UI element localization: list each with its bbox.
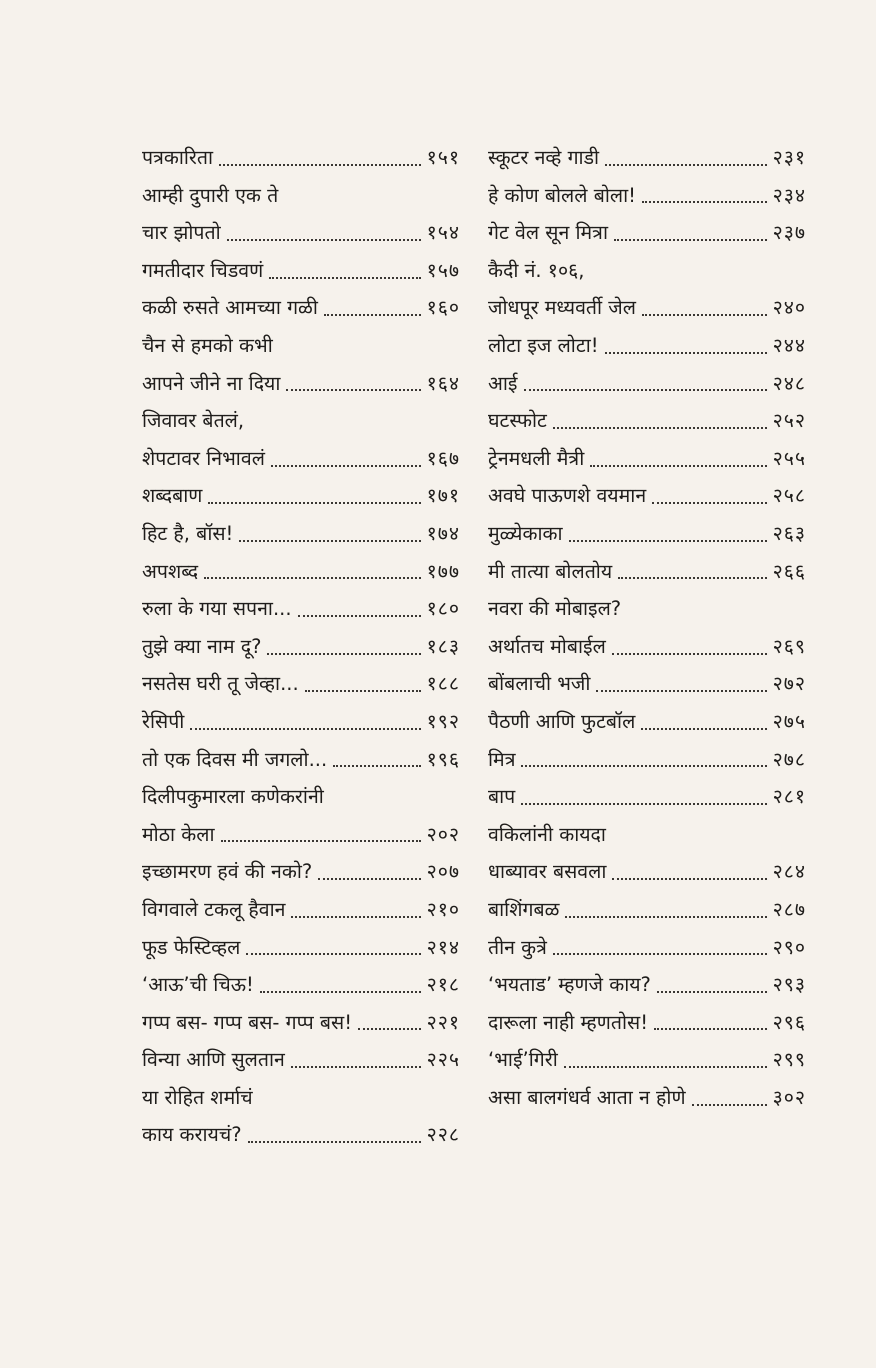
dot-leader — [524, 389, 767, 391]
toc-entry-title: नवरा की मोबाइल? — [488, 597, 622, 621]
toc-entry-page-number: १७१ — [426, 484, 460, 508]
toc-entry-page-number: २४४ — [772, 334, 806, 358]
toc-entry-page-number: २३७ — [772, 221, 806, 245]
toc-entry — [488, 402, 806, 440]
toc-entry-title: शब्दबाण — [142, 484, 203, 508]
dot-leader — [246, 953, 420, 955]
toc-entry-page-number: २५८ — [772, 484, 806, 508]
toc-entry — [142, 1041, 460, 1079]
toc-entry-page-number: २९६ — [772, 1010, 806, 1034]
toc-entry-title: तीन कुत्रे — [488, 935, 547, 959]
toc-entry-page-number: २७८ — [772, 747, 806, 771]
toc-entry-page-number: १८० — [426, 597, 460, 621]
toc-entry-page-number: २८४ — [772, 860, 806, 884]
toc-entry-title: रुला के गया सपना... — [142, 597, 292, 621]
toc-entry — [488, 289, 806, 327]
toc-entry-page-number: २९० — [772, 935, 806, 959]
toc-entry — [142, 252, 460, 290]
toc-entry-title: कैदी नं. १०६, — [488, 258, 585, 282]
toc-entry-page-number: २४८ — [772, 371, 806, 395]
toc-entry — [142, 590, 460, 628]
toc-entry-title: मी तात्या बोलतोय — [488, 559, 613, 583]
toc-entry — [488, 1041, 806, 1079]
toc-entry — [142, 553, 460, 591]
dot-leader — [612, 878, 766, 880]
toc-entry-page-number: १७४ — [426, 521, 460, 545]
toc-entry-title: विन्या आणि सुलतान — [142, 1048, 285, 1072]
toc-entry-page-number: २३१ — [772, 146, 806, 170]
dot-leader — [333, 765, 420, 767]
toc-entry — [142, 778, 460, 816]
toc-entry — [488, 1079, 806, 1117]
toc-entry-title: तो एक दिवस मी जगलो... — [142, 747, 328, 771]
dot-leader — [248, 1141, 421, 1143]
toc-entry-page-number: २८७ — [772, 897, 806, 921]
dot-leader — [553, 953, 767, 955]
dot-leader — [291, 1066, 421, 1068]
toc-entry-title: दिलीपकुमारला कणेकरांनी — [142, 785, 324, 809]
toc-entry — [488, 553, 806, 591]
toc-entry-title: लोटा इज लोटा! — [488, 334, 599, 358]
toc-entry-title: या रोहित शर्माचं — [142, 1085, 253, 1109]
dot-leader — [642, 314, 767, 316]
toc-entry-page-number: १५१ — [426, 146, 460, 170]
toc-entry-page-number: २६३ — [772, 521, 806, 545]
toc-entry-page-number: १५४ — [426, 221, 460, 245]
dot-leader — [358, 1028, 421, 1030]
toc-entry-page-number: २२१ — [426, 1010, 460, 1034]
toc-entry-title: ‘भयताड’ म्हणजे काय? — [488, 973, 651, 997]
toc-entry-title: मोठा केला — [142, 822, 215, 846]
toc-entry-title: रेसिपी — [142, 709, 185, 733]
toc-entry — [488, 928, 806, 966]
dot-leader — [298, 615, 421, 617]
toc-entry-page-number: १९२ — [426, 709, 460, 733]
toc-entry — [488, 477, 806, 515]
toc-entry — [488, 816, 806, 854]
toc-entry-page-number: २०७ — [426, 860, 460, 884]
toc-entry — [488, 252, 806, 290]
toc-entry-title: मुळ्येकाका — [488, 521, 563, 545]
toc-entry-title: पैठणी आणि फुटबॉल — [488, 709, 636, 733]
toc-entry — [142, 703, 460, 741]
toc-entry-page-number: २१० — [426, 897, 460, 921]
toc-entry — [488, 628, 806, 666]
toc-entry-title: मित्र — [488, 747, 516, 771]
toc-entry — [488, 703, 806, 741]
dot-leader — [565, 916, 766, 918]
toc-entry-page-number: २५५ — [772, 446, 806, 470]
toc-entry-title: आई — [488, 371, 518, 395]
toc-entry-title: चार झोपतो — [142, 221, 221, 245]
toc-entry-page-number: ३०२ — [772, 1085, 806, 1109]
toc-entry — [142, 1116, 460, 1154]
toc-entry — [488, 515, 806, 553]
dot-leader — [654, 1028, 767, 1030]
dot-leader — [618, 577, 766, 579]
toc-entry-page-number: १८३ — [426, 634, 460, 658]
toc-entry-page-number: २१८ — [426, 973, 460, 997]
toc-entry-title: विगवाले टकलू हैवान — [142, 897, 286, 921]
toc-entry — [142, 891, 460, 929]
toc-entry — [142, 741, 460, 779]
dot-leader — [612, 653, 767, 655]
toc-entry — [142, 177, 460, 215]
toc-entry — [488, 214, 806, 252]
dot-leader — [614, 239, 767, 241]
toc-entry-title: ‘भाई’गिरी — [488, 1048, 558, 1072]
dot-leader — [269, 277, 420, 279]
toc-entry-title: हे कोण बोलले बोला! — [488, 183, 636, 207]
toc-entry-title: गप्प बस- गप्प बस- गप्प बस! — [142, 1010, 353, 1034]
toc-entry-page-number: २६६ — [772, 559, 806, 583]
dot-leader — [267, 653, 420, 655]
toc-entry-title: ट्रेनमधली मैत्री — [488, 446, 585, 470]
toc-entry-title: अपशब्द — [142, 559, 199, 583]
toc-entry-title: काय करायचं? — [142, 1123, 242, 1147]
toc-entry-page-number: १७७ — [426, 559, 460, 583]
toc-entry — [142, 289, 460, 327]
toc-entry — [488, 177, 806, 215]
toc-entry-page-number: २१४ — [426, 935, 460, 959]
toc-entry-title: नसतेस घरी तू जेव्हा... — [142, 672, 299, 696]
toc-entry — [142, 327, 460, 365]
toc-entry-title: अर्थातच मोबाईल — [488, 634, 606, 658]
toc-entry-title: धाब्यावर बसवला — [488, 860, 607, 884]
toc-entry — [142, 139, 460, 177]
toc-entry-page-number: २९३ — [772, 973, 806, 997]
toc-entry-title: फूड फेस्टिव्हल — [142, 935, 241, 959]
toc-entry-title: ‘आऊ’ची चिऊ! — [142, 973, 254, 997]
toc-entry — [488, 741, 806, 779]
dot-leader — [553, 427, 767, 429]
toc-entry-page-number: २४० — [772, 296, 806, 320]
toc-entry — [488, 1004, 806, 1042]
toc-entry-title: गमतीदार चिडवणं — [142, 258, 264, 282]
toc-entry-title: हिट है, बॉस! — [142, 521, 234, 545]
toc-entry-title: चैन से हमको कभी — [142, 334, 273, 358]
toc-entry-page-number: २७५ — [772, 709, 806, 733]
toc-entry-title: बाशिंगबळ — [488, 897, 560, 921]
toc-entry-page-number: २६९ — [772, 634, 806, 658]
toc-entry — [488, 365, 806, 403]
dot-leader — [190, 728, 420, 730]
dot-leader — [642, 201, 767, 203]
dot-leader — [221, 840, 421, 842]
dot-leader — [239, 540, 420, 542]
toc-entry-page-number: २३४ — [772, 183, 806, 207]
toc-entry-title: आपने जीने ना दिया — [142, 371, 281, 395]
dot-leader — [324, 314, 421, 316]
toc-entry — [488, 590, 806, 628]
toc-entry-title: तुझे क्या नाम दू? — [142, 634, 262, 658]
dot-leader — [291, 916, 420, 918]
toc-entry — [142, 966, 460, 1004]
toc-entry-page-number: १९६ — [426, 747, 460, 771]
toc-entry — [488, 966, 806, 1004]
toc-entry-page-number: १८८ — [426, 672, 460, 696]
toc-entry — [142, 440, 460, 478]
toc-entry-title: पत्रकारिता — [142, 146, 214, 170]
dot-leader — [219, 164, 421, 166]
toc-entry — [488, 327, 806, 365]
toc-entry-title: गेट वेल सून मित्रा — [488, 221, 608, 245]
dot-leader — [596, 690, 766, 692]
toc-entry-title: स्कूटर नव्हे गाडी — [488, 146, 600, 170]
toc-column-left — [142, 139, 460, 1154]
dot-leader — [271, 465, 421, 467]
toc-entry-title: शेपटावर निभावलं — [142, 446, 265, 470]
toc-entry — [142, 214, 460, 252]
toc-entry-page-number: २९९ — [772, 1048, 806, 1072]
toc-entry — [488, 778, 806, 816]
toc-entry-title: अवघे पाऊणशे वयमान — [488, 484, 647, 508]
toc-entry-title: वकिलांनी कायदा — [488, 822, 606, 846]
dot-leader — [569, 540, 767, 542]
toc-entry-title: दारूला नाही म्हणतोस! — [488, 1010, 649, 1034]
toc-entry — [488, 891, 806, 929]
toc-entry-page-number: १६० — [426, 296, 460, 320]
toc-column-right — [488, 139, 806, 1116]
toc-entry-page-number: १५७ — [426, 258, 460, 282]
toc-entry-title: असा बालगंधर्व आता न होणे — [488, 1085, 686, 1109]
toc-entry — [488, 440, 806, 478]
toc-entry — [142, 365, 460, 403]
toc-entry-page-number: २०२ — [426, 822, 460, 846]
toc-entry — [488, 665, 806, 703]
toc-entry — [142, 816, 460, 854]
dot-leader — [564, 1066, 767, 1068]
dot-leader — [286, 389, 420, 391]
toc-entry-title: जोधपूर मध्यवर्ती जेल — [488, 296, 636, 320]
toc-entry-page-number: २५२ — [772, 409, 806, 433]
dot-leader — [605, 164, 766, 166]
dot-leader — [521, 765, 766, 767]
toc-entry-page-number: २२५ — [426, 1048, 460, 1072]
toc-entry — [142, 402, 460, 440]
toc-entry-title: बोंबलाची भजी — [488, 672, 591, 696]
toc-entry — [488, 853, 806, 891]
toc-entry-title: आम्ही दुपारी एक ते — [142, 183, 279, 207]
dot-leader — [590, 465, 766, 467]
dot-leader — [641, 728, 766, 730]
toc-entry — [142, 853, 460, 891]
dot-leader — [208, 502, 420, 504]
toc-entry-page-number: १६७ — [426, 446, 460, 470]
toc-entry — [142, 665, 460, 703]
dot-leader — [605, 352, 767, 354]
dot-leader — [305, 690, 421, 692]
dot-leader — [692, 1104, 767, 1106]
toc-entry-title: जिवावर बेतलं, — [142, 409, 245, 433]
toc-entry — [142, 515, 460, 553]
dot-leader — [652, 502, 766, 504]
dot-leader — [657, 991, 767, 993]
dot-leader — [260, 991, 421, 993]
toc-entry-page-number: १६४ — [426, 371, 460, 395]
toc-entry-title: बाप — [488, 785, 516, 809]
toc-entry — [488, 139, 806, 177]
toc-entry-page-number: २८१ — [772, 785, 806, 809]
toc-entry — [142, 928, 460, 966]
dot-leader — [521, 803, 766, 805]
toc-entry-page-number: २७२ — [772, 672, 806, 696]
toc-entry-title: इच्छामरण हवं की नको? — [142, 860, 313, 884]
toc-entry — [142, 628, 460, 666]
toc-entry-page-number: २२८ — [426, 1123, 460, 1147]
toc-entry — [142, 1004, 460, 1042]
toc-entry-title: कळी रुसते आमच्या गळी — [142, 296, 318, 320]
toc-entry-title: घटस्फोट — [488, 409, 547, 433]
toc-entry — [142, 477, 460, 515]
dot-leader — [227, 239, 421, 241]
dot-leader — [204, 577, 420, 579]
dot-leader — [318, 878, 420, 880]
toc-entry — [142, 1079, 460, 1117]
